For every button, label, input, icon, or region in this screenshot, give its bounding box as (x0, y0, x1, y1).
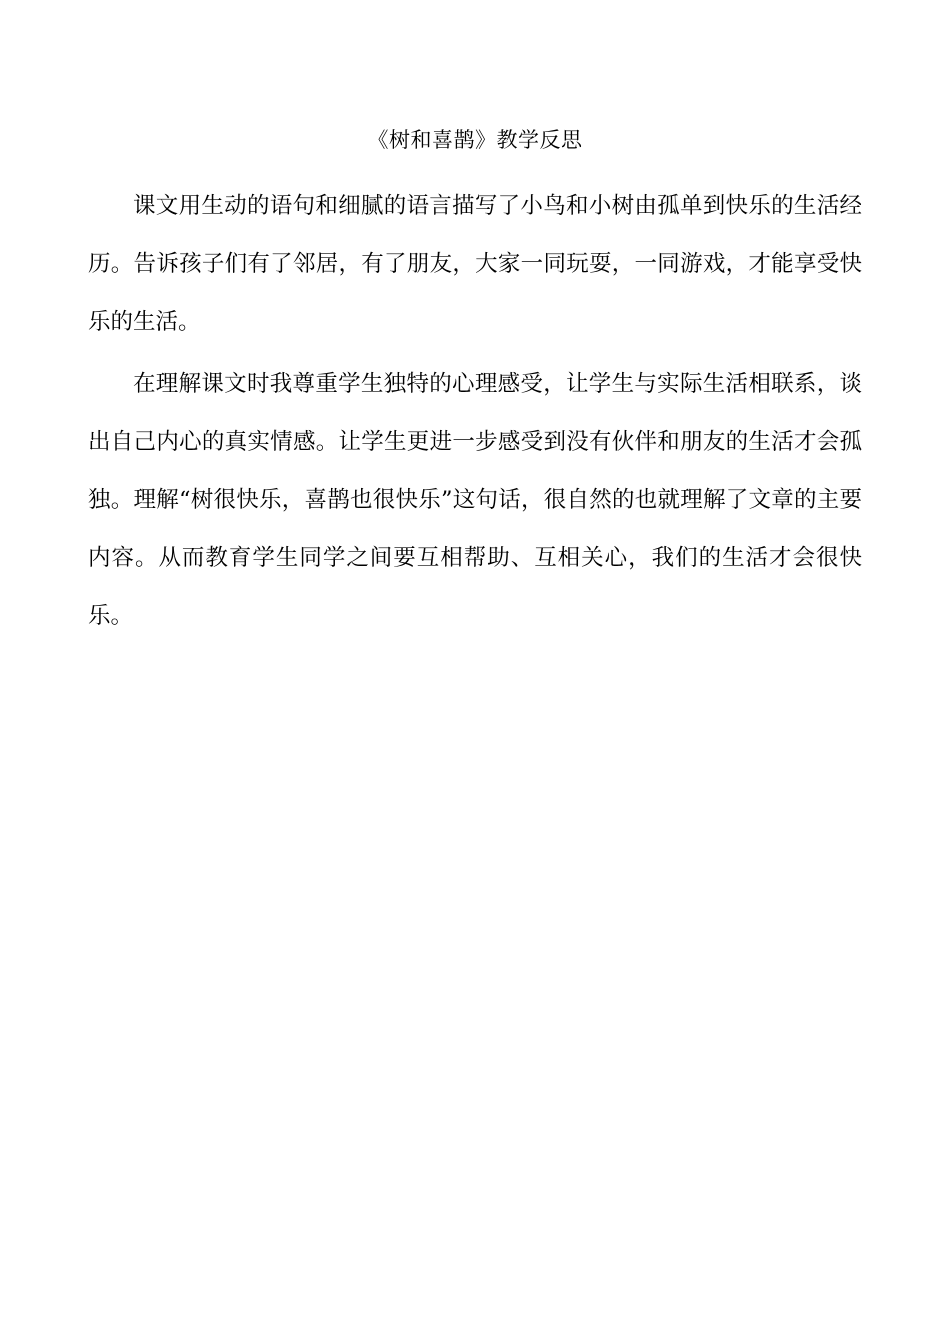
paragraph-1: 课文用生动的语句和细腻的语言描写了小鸟和小树由孤单到快乐的生活经历。告诉孩子们有了邻居，有了朋友，大家一同玩耍，一同游戏，才能享受快乐的生活。 (88, 193, 862, 335)
paragraph-2: 在理解课文时我尊重学生独特的心理感受，让学生与实际生活相联系，谈出自己内心的真实情感。让学生更进一步感受到没有伙伴和朋友的生活才会孤独。理解“树很快乐，喜鹊也很快乐”这句话，很自然的也就理解了文章的主要内容。从而教育学生同学之间要互相帮助、互相关心，我们的生活才会很快乐。 (88, 371, 862, 629)
document-title: 《树和喜鹊》教学反思 (367, 128, 583, 152)
